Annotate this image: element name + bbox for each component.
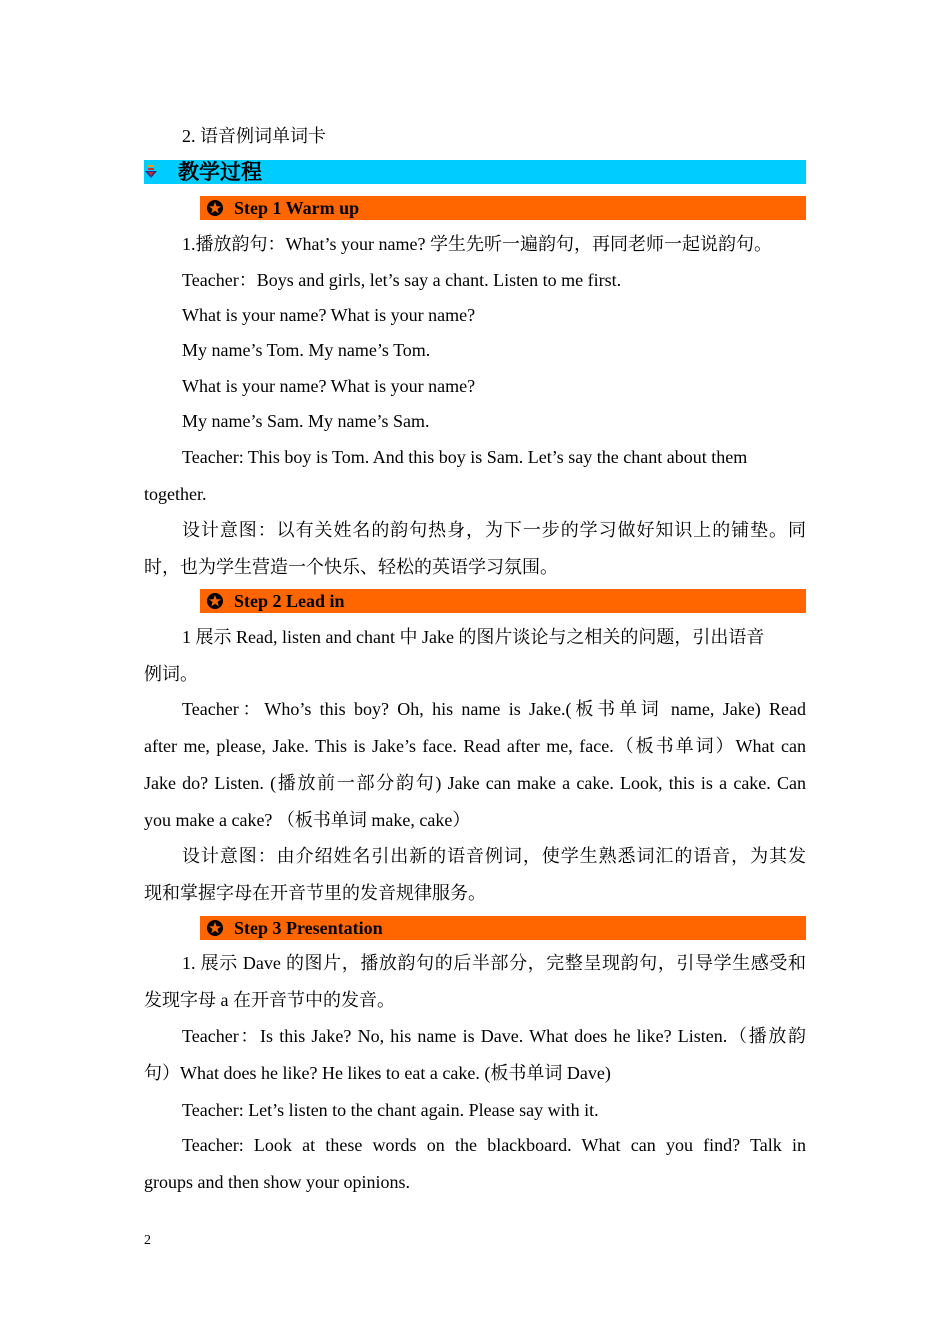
page-number: 2: [144, 1233, 151, 1248]
step-header-warm-up: [200, 196, 806, 220]
star-circle-icon: [206, 592, 224, 610]
step3-text-line: Teacher: Let’s listen to the chant again. Please say with it.: [182, 1100, 599, 1120]
step2-text-line: Teacher：Who’s this boy? Oh, his name is Jake.(板书单词 name, Jake) Read: [182, 699, 806, 719]
step2-text-line: you make a cake? （板书单词 make, cake）: [144, 810, 471, 830]
step2-text-line: 设计意图：由介绍姓名引出新的语音例词，使学生熟悉词汇的语音，为其发: [182, 846, 806, 866]
section-title: 教学过程: [178, 160, 262, 184]
step1-text-line: Teacher：Boys and girls, let’s say a chant. Listen to me first.: [182, 270, 622, 290]
step-label: Step 3 Presentation: [234, 918, 383, 938]
star-circle-icon: [206, 919, 224, 937]
step3-text-line: Teacher: Look at these words on the blackboard. What can you find? Talk in: [182, 1135, 806, 1155]
step-label: Step 1 Warm up: [234, 198, 360, 218]
step2-text-line: 现和掌握字母在开音节里的发音规律服务。: [144, 883, 486, 903]
step1-text-line: together.: [144, 484, 207, 504]
step-label: Step 2 Lead in: [234, 591, 345, 611]
step-header-lead-in: [200, 589, 806, 613]
star-circle-icon: [206, 199, 224, 217]
step2-text-line: 例词。: [144, 664, 198, 684]
step2-text-line: after me, please, Jake. This is Jake’s face. Read after me, face.（板书单词）What can: [144, 736, 806, 756]
step1-text-line: 设计意图：以有关姓名的韵句热身，为下一步的学习做好知识上的铺垫。同: [182, 520, 806, 540]
step3-text-line: Teacher：Is this Jake? No, his name is Dave. What does he like? Listen.（播放韵: [182, 1026, 806, 1046]
step1-text-line: What is your name? What is your name?: [182, 376, 476, 396]
step3-text-line: 发现字母 a 在开音节中的发音。: [144, 990, 395, 1010]
step1-text-line: 时，也为学生营造一个快乐、轻松的英语学习氛围。: [144, 557, 558, 577]
step1-text-line: Teacher: This boy is Tom. And this boy is Sam. Let’s say the chant about them: [182, 447, 748, 467]
step1-text-line: What is your name? What is your name?: [182, 305, 476, 325]
step1-text-line: My name’s Sam. My name’s Sam.: [182, 411, 430, 431]
step-header-presentation: [200, 916, 806, 940]
intro-line: 2. 语音例词单词卡: [182, 126, 326, 146]
step3-text-line: 1. 展示 Dave 的图片，播放韵句的后半部分，完整呈现韵句，引导学生感受和: [182, 953, 806, 973]
step2-text-line: Jake do? Listen. (播放前一部分韵句) Jake can make a cake. Look, this is a cake. Can: [144, 773, 806, 793]
step1-text-line: 1.播放韵句：What’s your name? 学生先听一遍韵句，再同老师一起说韵句。: [182, 234, 772, 254]
step1-text-line: My name’s Tom. My name’s Tom.: [182, 340, 431, 360]
step2-text-line: 1 展示 Read, listen and chant 中 Jake 的图片谈论与之相关的问题，引出语音: [182, 627, 765, 647]
download-arrow-icon: [144, 165, 158, 179]
step3-text-line: groups and then show your opinions.: [144, 1172, 410, 1192]
step3-text-line: 句）What does he like? He likes to eat a cake. (板书单词 Dave): [144, 1063, 611, 1083]
